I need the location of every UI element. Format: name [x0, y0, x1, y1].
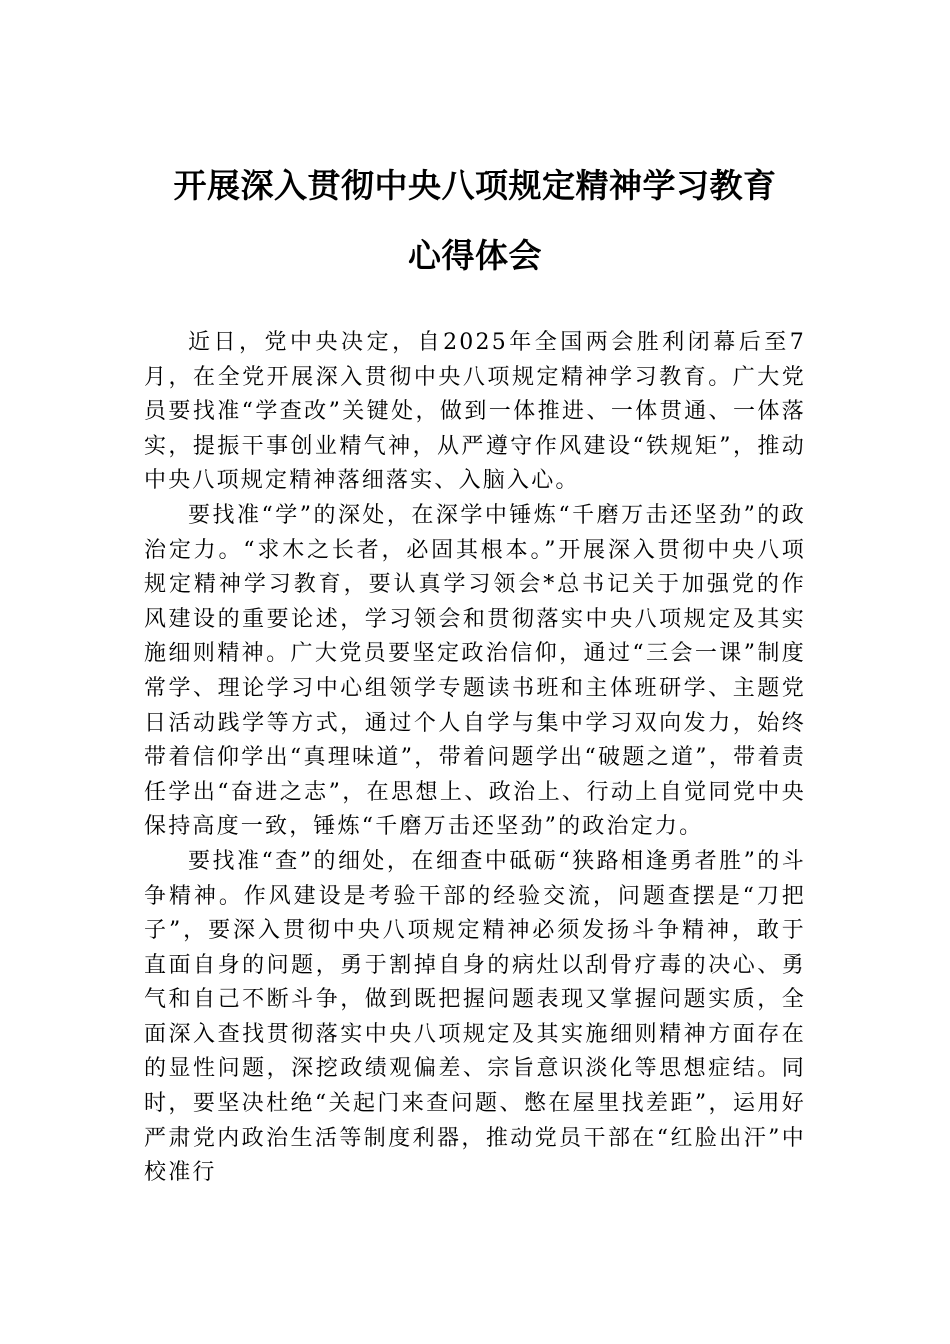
paragraph-intro: 近日，党中央决定，自2025年全国两会胜利闭幕后至7月，在全党开展深入贯彻中央八项规定精神学习教育。广大党员要找准“学查改”关键处，做到一体推进、一体贯通、一体落实，提振干事创业精气神，从严遵守作风建设“铁规矩”，推动中央八项规定精神落细落实、入脑入心。 — [144, 330, 806, 494]
document-title-line-2: 心得体会 — [408, 236, 542, 275]
document-title-line-1: 开展深入贯彻中央八项规定精神学习教育 — [173, 166, 777, 205]
paragraph-inspect: 要找准“查”的细处，在细查中砥砺“狭路相逢勇者胜”的斗争精神。作风建设是考验干部的经验交流，问题查摆是“刀把子”，要深入贯彻中央八项规定精神必须发扬斗争精神，敢于直面自身的问题，勇于割掉自身的病灶以刮骨疗毒的决心、勇气和自己不断斗争，做到既把握问题表现又掌握问题实质，全面深入查找贯彻落实中央八项规定及其实施细则精神方面存在的显性问题，深挖政绩观偏差、宗旨意识淡化等思想症结。同时，要坚决杜绝“关起门来查问题、憋在屋里找差距”，运用好严肃党内政治生活等制度利器，推动党员干部在“红脸出汗”中校准行 — [144, 848, 806, 1186]
document-body — [144, 326, 806, 1191]
paragraph-study: 要找准“学”的深处，在深学中锤炼“千磨万击还坚劲”的政治定力。“求木之长者，必固其根本。”开展深入贯彻中央八项规定精神学习教育，要认真学习领会*总书记关于加强党的作风建设的重要论述，学习领会和贯彻落实中央八项规定及其实施细则精神。广大党员要坚定政治信仰，通过“三会一课”制度常学、理论学习中心组领学专题读书班和主体班研学、主题党日活动践学等方式，通过个人自学与集中学习双向发力，始终带着信仰学出“真理味道”，带着问题学出“破题之道”，带着责任学出“奋进之志”，在思想上、政治上、行动上自觉同党中央保持高度一致，锤炼“千磨万击还坚劲”的政治定力。 — [144, 502, 806, 840]
